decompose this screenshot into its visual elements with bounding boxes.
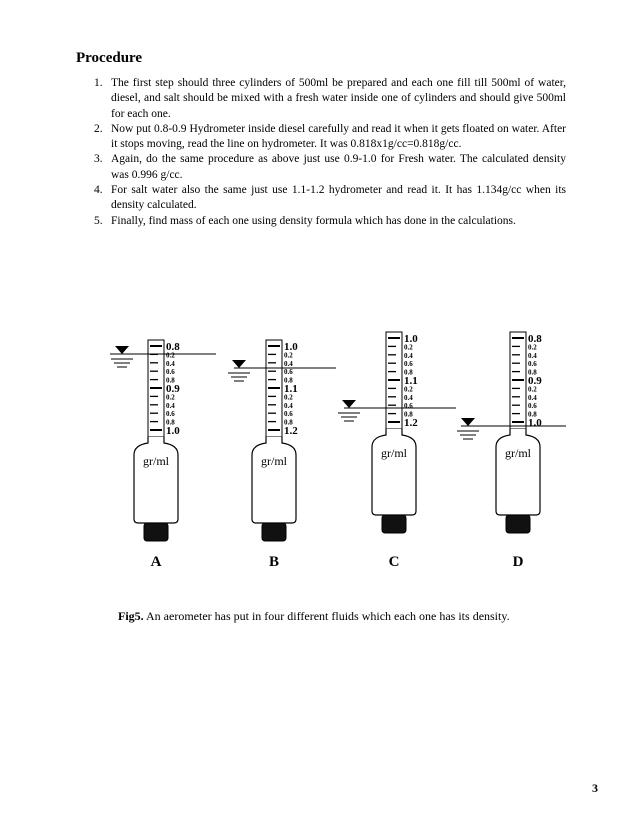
minor-tick-label: 0.8 <box>166 376 175 385</box>
step-text: Now put 0.8-0.9 Hydrometer inside diesel carefully and read it when it gets floated on water. After it stops moving, read the line on hydrometer. It was 0.818x1g/cc=0.818g/cc. <box>111 122 566 151</box>
hydrometer-figure <box>96 328 576 576</box>
minor-tick-label: 0.6 <box>166 410 175 419</box>
hydrometer-label: D <box>512 554 524 570</box>
water-level-marker-icon <box>115 346 129 354</box>
minor-tick-label: 0.6 <box>284 368 293 377</box>
minor-tick-label: 0.2 <box>404 385 413 394</box>
unit-label: gr/ml <box>261 454 287 468</box>
major-tick-label: 1.0 <box>404 333 418 345</box>
minor-tick-label: 0.4 <box>528 351 537 360</box>
minor-tick-label: 0.8 <box>528 410 537 419</box>
minor-tick-label: 0.8 <box>284 376 293 385</box>
major-tick-label: 1.1 <box>284 383 298 395</box>
minor-tick-label: 0.2 <box>166 393 175 402</box>
hydrometer-bulb <box>372 429 416 515</box>
hydrometer-a <box>110 340 216 570</box>
minor-tick-label: 0.2 <box>404 343 413 352</box>
unit-label: gr/ml <box>143 454 169 468</box>
minor-tick-label: 0.6 <box>528 360 537 369</box>
step-item <box>94 122 566 153</box>
hydrometer-b <box>228 340 336 570</box>
hydrometer-label: C <box>388 554 400 570</box>
minor-tick-label: 0.6 <box>404 402 413 411</box>
step-text: Again, do the same procedure as above just use 0.9-1.0 for Fresh water. The calculated density was 0.996 g/cc. <box>111 153 566 181</box>
major-tick-label: 1.2 <box>284 425 298 437</box>
minor-tick-label: 0.4 <box>404 393 413 402</box>
minor-tick-label: 0.6 <box>284 410 293 419</box>
hydrometer-weight <box>144 523 168 541</box>
hydrometer-c <box>338 332 456 570</box>
minor-tick-label: 0.8 <box>404 410 413 419</box>
hydrometer-label: A <box>150 554 162 570</box>
major-tick-label: 1.2 <box>404 417 418 429</box>
minor-tick-label: 0.2 <box>528 343 537 352</box>
step-text: The first step should three cylinders of 500ml be prepared and each one fill till 500ml of water, diesel, and salt should be mixed with a fresh water inside one of cylinders and should give 500ml for each one. <box>111 77 566 120</box>
major-tick-label: 1.0 <box>284 341 298 353</box>
step-number: 2. <box>94 122 103 135</box>
step-item <box>94 152 566 183</box>
procedure-steps <box>94 76 566 229</box>
minor-tick-label: 0.4 <box>166 401 175 410</box>
minor-tick-label: 0.2 <box>166 351 175 360</box>
step-number: 5. <box>94 214 103 227</box>
step-number: 1. <box>94 77 103 89</box>
minor-tick-label: 0.8 <box>166 418 175 427</box>
water-level-marker-icon <box>461 418 475 426</box>
page-number: 3 <box>592 781 598 795</box>
major-tick-label: 0.8 <box>528 333 542 345</box>
minor-tick-label: 0.8 <box>284 418 293 427</box>
minor-tick-label: 0.4 <box>528 393 537 402</box>
unit-label: gr/ml <box>381 446 407 460</box>
hydrometer-weight <box>506 515 530 533</box>
figure-caption-label: Fig5. <box>118 609 144 623</box>
step-number: 4. <box>94 184 103 197</box>
water-level-marker-icon <box>342 400 356 408</box>
step-item <box>94 76 566 122</box>
minor-tick-label: 0.6 <box>404 360 413 369</box>
step-text: For salt water also the same just use 1.1-1.2 hydrometer and read it. It has 1.134g/cc when its density calculated. <box>111 184 566 212</box>
minor-tick-label: 0.6 <box>166 368 175 377</box>
hydrometer-label: B <box>268 554 280 570</box>
minor-tick-label: 0.6 <box>528 402 537 411</box>
major-tick-label: 1.0 <box>166 425 180 437</box>
major-tick-label: 0.9 <box>528 375 542 387</box>
hydrometer-weight <box>382 515 406 533</box>
figure-caption <box>118 609 510 624</box>
minor-tick-label: 0.4 <box>166 359 175 368</box>
step-text: Finally, find mass of each one using density formula which has done in the calculations. <box>111 214 516 227</box>
hydrometer-weight <box>262 523 286 541</box>
minor-tick-label: 0.8 <box>404 368 413 377</box>
minor-tick-label: 0.4 <box>284 401 293 410</box>
minor-tick-label: 0.2 <box>528 385 537 394</box>
minor-tick-label: 0.2 <box>284 351 293 360</box>
minor-tick-label: 0.8 <box>528 368 537 377</box>
major-tick-label: 0.9 <box>166 383 180 395</box>
hydrometer-bulb <box>134 437 178 523</box>
hydrometer-bulb <box>252 437 296 523</box>
minor-tick-label: 0.2 <box>284 393 293 402</box>
major-tick-label: 1.0 <box>528 417 542 429</box>
figure-caption-text: An aerometer has put in four different fluids which each one has its density. <box>143 609 510 623</box>
minor-tick-label: 0.4 <box>404 351 413 360</box>
hydrometer-d <box>457 332 566 570</box>
water-level-marker-icon <box>232 360 246 368</box>
major-tick-label: 1.1 <box>404 375 418 387</box>
major-tick-label: 0.8 <box>166 341 180 353</box>
hydrometer-bulb <box>496 429 540 515</box>
unit-label: gr/ml <box>505 446 531 460</box>
section-heading: Procedure <box>76 50 143 66</box>
step-item <box>94 214 566 229</box>
step-item <box>94 183 566 214</box>
minor-tick-label: 0.4 <box>284 359 293 368</box>
step-number: 3. <box>94 153 103 166</box>
